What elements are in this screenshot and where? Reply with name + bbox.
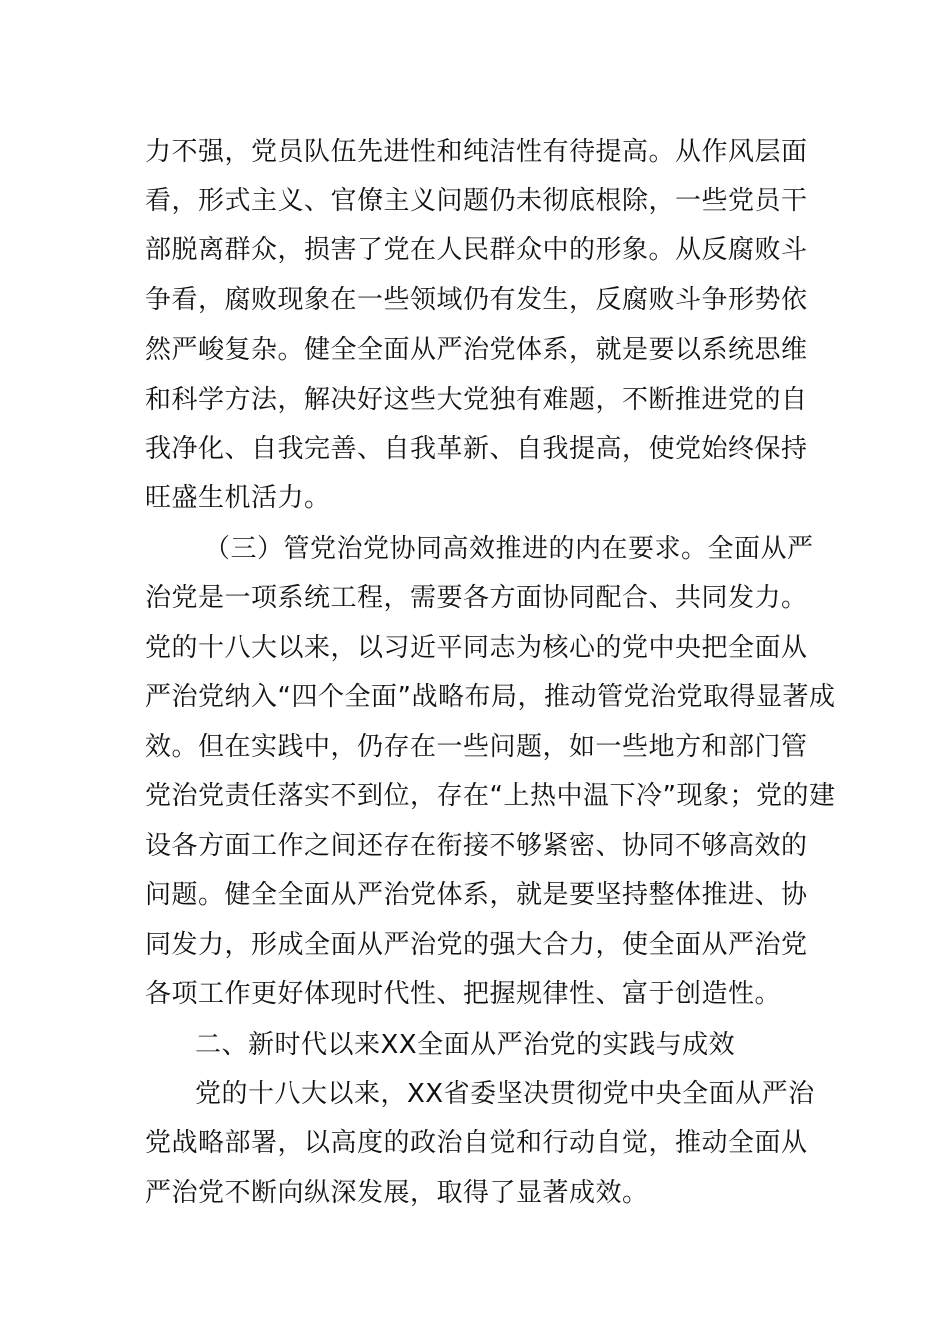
text-line: 严治党不断向纵深发展，取得了显著成效。 xyxy=(145,1178,649,1208)
text-line: 看，形式主义、官僚主义问题仍未彻底根除，一些党员干 xyxy=(145,186,808,216)
text-line: 党战略部署，以高度的政治自觉和行动自觉，推动全面从 xyxy=(145,1128,808,1158)
text-line: 然严峻复杂。健全全面从严治党体系，就是要以系统思维 xyxy=(145,335,808,365)
text-line: 争看，腐败现象在一些领域仍有发生，反腐败斗争形势依 xyxy=(145,285,808,315)
text-line: 效。但在实践中，仍存在一些问题，如一些地方和部门管 xyxy=(145,732,808,762)
text-line: 治党是一项系统工程，需要各方面协同配合、共同发力。 xyxy=(145,583,808,613)
text-line: 问题。健全全面从严治党体系，就是要坚持整体推进、协 xyxy=(145,880,808,910)
section-heading-3: （三）管党治党协同高效推进的内在要求。全面从严 xyxy=(204,534,814,564)
text-line: 严治党纳入“四个全面”战略布局，推动管党治党取得显著成 xyxy=(145,682,836,712)
text-line: 党的十八大以来，XX省委坚决贯彻党中央全面从严治 xyxy=(195,1079,815,1109)
text-line: 部脱离群众，损害了党在人民群众中的形象。从反腐败斗 xyxy=(145,235,808,265)
text-line: 和科学方法，解决好这些大党独有难题，不断推进党的自 xyxy=(145,385,808,415)
section-heading-2: 二、新时代以来XX全面从严治党的实践与成效 xyxy=(195,1030,736,1060)
text-line: 党治党责任落实不到位，存在“上热中温下冷”现象；党的建 xyxy=(145,781,836,811)
text-line: 旺盛生机活力。 xyxy=(145,483,331,513)
text-line: 力不强，党员队伍先进性和纯洁性有待提高。从作风层面 xyxy=(145,137,808,167)
text-line: 我净化、自我完善、自我革新、自我提高，使党始终保持 xyxy=(145,434,808,464)
text-line: 各项工作更好体现时代性、把握规律性、富于创造性。 xyxy=(145,979,782,1009)
text-line: 设各方面工作之间还存在衔接不够紧密、协同不够高效的 xyxy=(145,831,808,861)
text-line: 同发力，形成全面从严治党的强大合力，使全面从严治党 xyxy=(145,930,808,960)
text-line: 党的十八大以来，以习近平同志为核心的党中央把全面从 xyxy=(145,633,808,663)
